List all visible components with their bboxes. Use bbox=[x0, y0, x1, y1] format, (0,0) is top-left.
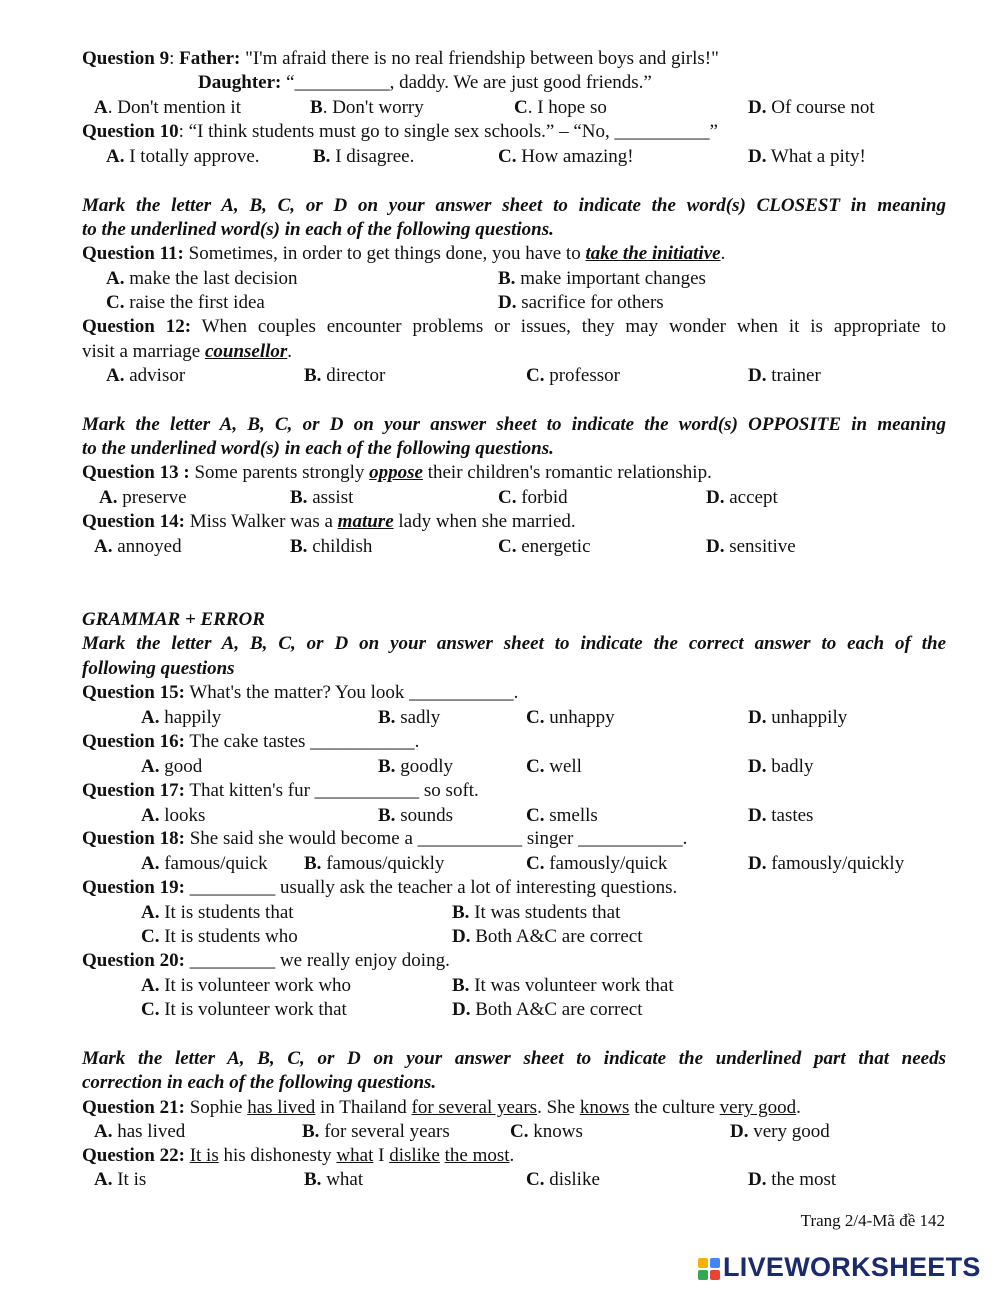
instruction-opposite: Mark the letter A, B, C, or D on your answer sheet to indicate the word(s) OPPOSITE in meaning bbox=[82, 414, 946, 435]
q12-option-a[interactable]: A. advisor bbox=[106, 365, 186, 386]
q13-line: Question 13 : Some parents strongly oppose their children's romantic relationship. bbox=[82, 462, 712, 483]
q22-underline-c: dislike bbox=[389, 1145, 440, 1166]
q14-option-b[interactable]: B. childish bbox=[290, 536, 373, 557]
instruction-closest-2: to the underlined word(s) in each of the following questions. bbox=[82, 219, 554, 240]
q12-line: Question 12: When couples encounter problems or issues, they may wonder when it is appropriate to bbox=[82, 316, 946, 337]
q17-line: Question 17: That kitten's fur ___________ so soft. bbox=[82, 780, 479, 801]
q12-option-b[interactable]: B. director bbox=[304, 365, 386, 386]
q10-option-a[interactable]: A. I totally approve. bbox=[106, 146, 260, 167]
q15-option-d[interactable]: D. unhappily bbox=[748, 707, 848, 728]
q22-line: Question 22: It is his dishonesty what I dislike the most. bbox=[82, 1145, 515, 1166]
q17-option-b[interactable]: B. sounds bbox=[378, 805, 453, 826]
instruction-closest: Mark the letter A, B, C, or D on your answer sheet to indicate the word(s) CLOSEST in meaning bbox=[82, 195, 946, 216]
q14-key-word: mature bbox=[337, 511, 394, 532]
q9-option-c[interactable]: C. I hope so bbox=[514, 97, 607, 118]
instruction-correct-2: following questions bbox=[82, 658, 235, 679]
q14-option-c[interactable]: C. energetic bbox=[498, 536, 591, 557]
q11-key-phrase: take the initiative bbox=[585, 243, 721, 264]
q21-option-b[interactable]: B. for several years bbox=[302, 1121, 450, 1142]
logo-square-1 bbox=[698, 1258, 708, 1268]
q13-option-d[interactable]: D. accept bbox=[706, 487, 778, 508]
q11-option-a[interactable]: A. make the last decision bbox=[106, 268, 298, 289]
q17-option-c[interactable]: C. smells bbox=[526, 805, 598, 826]
q13-option-a[interactable]: A. preserve bbox=[99, 487, 187, 508]
q15-option-b[interactable]: B. sadly bbox=[378, 707, 441, 728]
q21-line: Question 21: Sophie has lived in Thailand for several years. She knows the culture very good. bbox=[82, 1097, 801, 1118]
logo-square-4 bbox=[710, 1270, 720, 1280]
q12-option-d[interactable]: D. trainer bbox=[748, 365, 821, 386]
q16-option-a[interactable]: A. good bbox=[141, 756, 203, 777]
q13-key-word: oppose bbox=[369, 462, 423, 483]
section-heading-grammar: GRAMMAR + ERROR bbox=[82, 609, 265, 630]
q19-line: Question 19: _________ usually ask the teacher a lot of interesting questions. bbox=[82, 877, 678, 898]
q18-option-d[interactable]: D. famously/quickly bbox=[748, 853, 905, 874]
q11-line: Question 11: Sometimes, in order to get things done, you have to take the initiative. bbox=[82, 243, 726, 264]
q22-underline-b: what bbox=[336, 1145, 374, 1166]
q12-option-c[interactable]: C. professor bbox=[526, 365, 620, 386]
q9-line: Question 9: Father: "I'm afraid there is no real friendship between boys and girls!" bbox=[82, 48, 719, 69]
q11-option-d[interactable]: D. sacrifice for others bbox=[498, 292, 664, 313]
q21-option-a[interactable]: A. has lived bbox=[94, 1121, 186, 1142]
q21-underline-c: knows bbox=[579, 1097, 630, 1118]
q18-line: Question 18: She said she would become a ___________ singer ___________. bbox=[82, 828, 688, 849]
q15-option-c[interactable]: C. unhappy bbox=[526, 707, 615, 728]
q21-option-c[interactable]: C. knows bbox=[510, 1121, 583, 1142]
q12-key-word: counsellor bbox=[204, 341, 288, 362]
q18-option-a[interactable]: A. famous/quick bbox=[141, 853, 268, 874]
q20-line: Question 20: _________ we really enjoy doing. bbox=[82, 950, 450, 971]
q14-option-d[interactable]: D. sensitive bbox=[706, 536, 796, 557]
q14-line: Question 14: Miss Walker was a mature lady when she married. bbox=[82, 511, 576, 532]
q18-option-b[interactable]: B. famous/quickly bbox=[304, 853, 445, 874]
q9-option-d[interactable]: D. Of course not bbox=[748, 97, 875, 118]
liveworksheets-logo[interactable] bbox=[698, 1254, 994, 1284]
q9-option-a[interactable]: A. Don't mention it bbox=[94, 97, 241, 118]
q16-option-b[interactable]: B. goodly bbox=[378, 756, 453, 777]
liveworksheets-mark-icon bbox=[698, 1258, 720, 1280]
q19-option-a[interactable]: A. It is students that bbox=[141, 902, 294, 923]
q13-option-c[interactable]: C. forbid bbox=[498, 487, 568, 508]
q10-option-d[interactable]: D. What a pity! bbox=[748, 146, 866, 167]
q12-line2: visit a marriage counsellor. bbox=[82, 341, 293, 362]
brand-name: LIVEWORKSHEETS bbox=[723, 1252, 981, 1282]
q21-underline-d: very good bbox=[719, 1097, 797, 1118]
q22-underline-d: the most bbox=[444, 1145, 510, 1166]
q20-option-b[interactable]: B. It was volunteer work that bbox=[452, 975, 674, 996]
q9-option-b[interactable]: B. Don't worry bbox=[310, 97, 424, 118]
q21-underline-b: for several years bbox=[411, 1097, 538, 1118]
q16-option-c[interactable]: C. well bbox=[526, 756, 582, 777]
instruction-error-2: correction in each of the following questions. bbox=[82, 1072, 437, 1093]
q22-option-b[interactable]: B. what bbox=[304, 1169, 364, 1190]
q20-option-a[interactable]: A. It is volunteer work who bbox=[141, 975, 352, 996]
q11-option-b[interactable]: B. make important changes bbox=[498, 268, 706, 289]
q19-option-b[interactable]: B. It was students that bbox=[452, 902, 621, 923]
q17-option-a[interactable]: A. looks bbox=[141, 805, 206, 826]
q22-option-c[interactable]: C. dislike bbox=[526, 1169, 600, 1190]
q16-line: Question 16: The cake tastes ___________. bbox=[82, 731, 420, 752]
q15-option-a[interactable]: A. happily bbox=[141, 707, 222, 728]
q10-option-c[interactable]: C. How amazing! bbox=[498, 146, 634, 167]
q20-option-d[interactable]: D. Both A&C are correct bbox=[452, 999, 643, 1020]
q18-option-c[interactable]: C. famously/quick bbox=[526, 853, 668, 874]
q22-underline-a: It is bbox=[189, 1145, 219, 1166]
q14-option-a[interactable]: A. annoyed bbox=[94, 536, 182, 557]
logo-square-2 bbox=[710, 1258, 720, 1268]
q22-option-d[interactable]: D. the most bbox=[748, 1169, 837, 1190]
q11-option-c[interactable]: C. raise the first idea bbox=[106, 292, 265, 313]
q22-option-a[interactable]: A. It is bbox=[94, 1169, 147, 1190]
q19-option-c[interactable]: C. It is students who bbox=[141, 926, 298, 947]
q21-option-d[interactable]: D. very good bbox=[730, 1121, 830, 1142]
q9-line2: Daughter: “__________, daddy. We are just good friends.” bbox=[198, 72, 652, 93]
page-footer: Trang 2/4-Mã đề 142 bbox=[800, 1211, 945, 1230]
q16-option-d[interactable]: D. badly bbox=[748, 756, 814, 777]
logo-square-3 bbox=[698, 1270, 708, 1280]
q21-underline-a: has lived bbox=[247, 1097, 316, 1118]
instruction-correct: Mark the letter A, B, C, or D on your answer sheet to indicate the correct answer to each of the bbox=[82, 633, 946, 654]
q17-option-d[interactable]: D. tastes bbox=[748, 805, 814, 826]
q13-option-b[interactable]: B. assist bbox=[290, 487, 354, 508]
q10-line: Question 10: “I think students must go to single sex schools.” – “No, __________” bbox=[82, 121, 718, 142]
q10-option-b[interactable]: B. I disagree. bbox=[313, 146, 415, 167]
instruction-opposite-2: to the underlined word(s) in each of the following questions. bbox=[82, 438, 554, 459]
q19-option-d[interactable]: D. Both A&C are correct bbox=[452, 926, 643, 947]
instruction-error: Mark the letter A, B, C, or D on your answer sheet to indicate the underlined part that needs bbox=[82, 1048, 946, 1069]
q15-line: Question 15: What's the matter? You look ___________. bbox=[82, 682, 519, 703]
q20-option-c[interactable]: C. It is volunteer work that bbox=[141, 999, 347, 1020]
